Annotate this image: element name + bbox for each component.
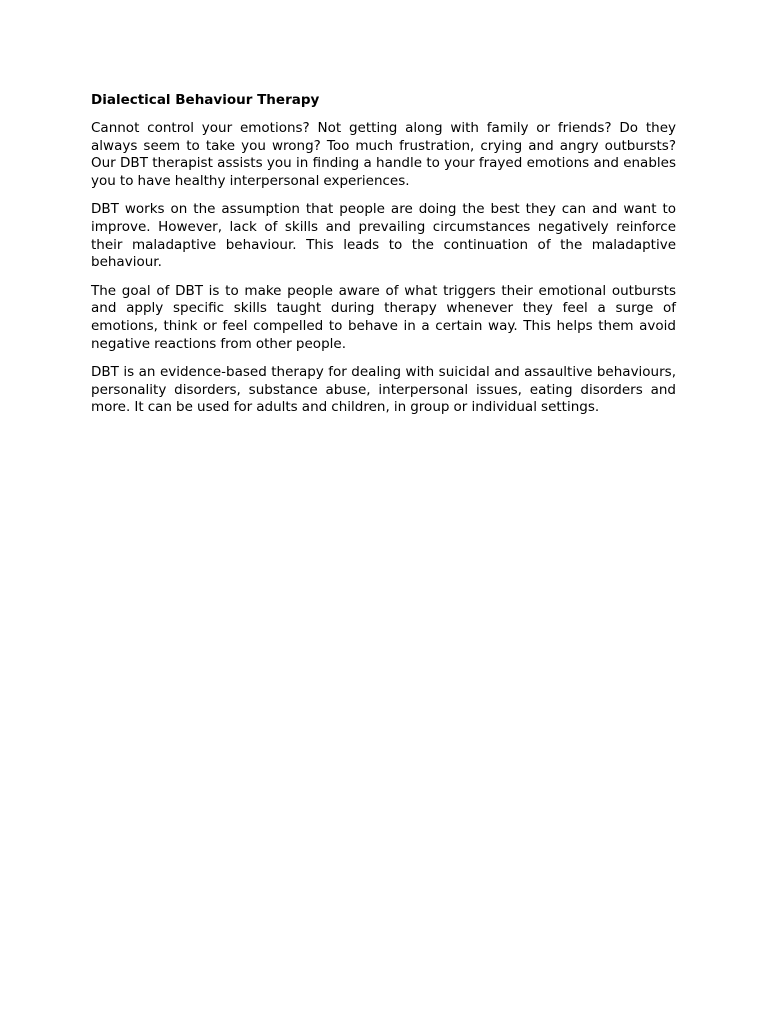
paragraph-applications: DBT is an evidence-based therapy for dealing with suicidal and assaultive behaviours, personality disorders, substance abuse, interpersonal issues, eating disorders and more. It can be used for adults and children, in group or individual settings.	[91, 364, 676, 416]
document-body	[91, 90, 676, 428]
paragraph-assumption: DBT works on the assumption that people are doing the best they can and want to improve. However, lack of skills and prevailing circumstances negatively reinforce their maladaptive behaviour. This leads to the continuation of the maladaptive behaviour.	[91, 201, 676, 271]
paragraph-goal: The goal of DBT is to make people aware of what triggers their emotional outbursts and apply specific skills taught during therapy whenever they feel a surge of emotions, think or feel compelled to behave in a certain way. This helps them avoid negative reactions from other people.	[91, 282, 676, 352]
paragraph-intro: Cannot control your emotions? Not getting along with family or friends? Do they always seem to take you wrong? Too much frustration, crying and angry outbursts? Our DBT therapist assists you in finding a handle to your frayed emotions and enables you to have healthy interpersonal experiences.	[91, 120, 676, 189]
document-title: Dialectical Behaviour Therapy	[91, 92, 320, 108]
